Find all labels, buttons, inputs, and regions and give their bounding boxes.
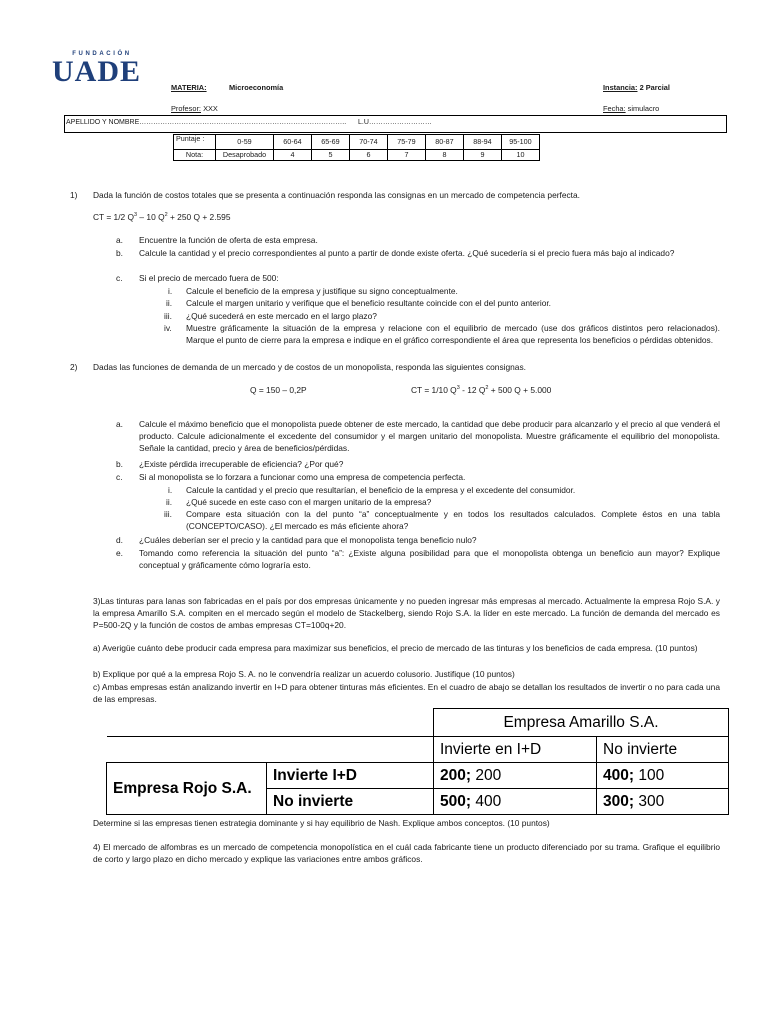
q3b-text: b) Explique por qué a la empresa Rojo S. A. no le convendría realizar un acuerdo colusorio. Justifique (10 puntos) [93,669,515,679]
logo-uade-text: UADE [52,55,142,89]
q1ciii-text: ¿Qué sucederá en este mercado en el largo plazo? [186,311,377,321]
grades-cell: 65-69 [312,135,350,150]
grades-cell: 0-59 [216,135,274,150]
q2c-text: Si al monopolista se lo forzara a funcionar como una empresa de competencia perfecta. [139,472,466,482]
fecha: Fecha: simulacro [603,104,660,113]
grades-cell: 4 [274,150,312,161]
grades-cell: 10 [502,150,540,161]
materia-value: Microeconomía [229,83,284,92]
q2e-text: Tomando como referencia la situación del punto “a”: ¿Existe alguna posibilidad para que el monopolista obtenga un beneficio aun mayor? Explique conceptual y gráficamente cómo lograría esto. [139,548,720,570]
q2-number: 2) [70,362,78,372]
lu-line: L.U……………………… [358,119,432,126]
q2d-text: ¿Cuáles deberían ser el precio y la cantidad para que el monopolista tenga beneficio nulo? [139,535,477,545]
q2-cost: CT = 1/10 $Q^3 - 12$ $Q^2 + 500$ Q + 5.000 [411,385,552,395]
payoff-col-invest: Invierte en I+D [434,737,597,763]
grades-cell: Nota: [174,150,216,161]
q2a-label: a. [116,419,123,429]
payoff-cell: 500; 400 [434,789,597,815]
q3c-text: c) Ambas empresas están analizando invertir en I+D para obtener tinturas más eficientes. En el cuadro de abajo se detallan los resultados de invertir o no para cada una de las empresas. [93,682,720,704]
q1c-label: c. [116,273,123,283]
q1a-label: a. [116,235,123,245]
q2ci-text: Calcule la cantidad y el precio que resultarían, el beneficio de la empresa y el excedente del consumidor. [186,485,576,495]
q2cii-text: ¿Qué sucede en este caso con el margen unitario de la empresa? [186,497,432,507]
grades-cell: 70-74 [350,135,388,150]
grades-cell: 60-64 [274,135,312,150]
payoff-cell: 400; 100 [597,763,729,789]
q1-text: Dada la función de costos totales que se presenta a continuación responda las consignas en un mercado de competencia perfecta. [93,190,580,200]
q1a-text: Encuentre la función de oferta de esta empresa. [139,235,318,245]
grades-cell: 8 [426,150,464,161]
grades-table [173,134,540,161]
q1-number: 1) [70,190,78,200]
materia-label: MATERIA: [171,83,207,92]
payoff-matrix [106,708,729,815]
grades-cell: Puntaje : [174,135,216,150]
q1b-label: b. [116,248,123,258]
logo-foundation-text: FUNDACIÓN [72,51,132,57]
profesor: Profesor: XXX [171,104,218,113]
q1cii-label: ii. [166,298,173,308]
q2cii-label: ii. [166,497,173,507]
q3a-text: a) Averigüe cuánto debe producir cada empresa para maximizar sus beneficios, el precio de mercado de las tinturas y los beneficios de cada empresa. (10 puntos) [93,643,698,653]
grades-cell: 75-79 [388,135,426,150]
grades-cell: 9 [464,150,502,161]
q2-demand: Q = 150 – 0,2P [250,385,307,395]
q1civ-text: Muestre gráficamente la situación de la empresa y relacione con el equilibrio de mercado (use dos gráficos distintos pero relacionados). Marque el punto de cierre para la empresa e indique en el gráfico correspondiente el área que representa los beneficios o pérdidas obtenidos. [186,323,720,345]
q2ciii-text: Compare esta situación con la del punto “a” conceptualmente y en todos los resultados calculados. Complete éstos en una tabla (CONCEPTO/CASO). ¿El mercado es más eficiente ahora? [186,509,720,531]
instancia: Instancia: 2 Parcial [603,83,670,92]
payoff-row-firm: Empresa Rojo S.A. [107,763,267,815]
q2b-label: b. [116,459,123,469]
q2e-label: e. [116,548,123,558]
q1-formula: CT = 1/2 $Q^3 - 10$ $Q^2 + 250$ Q + 2.595 [93,212,231,222]
payoff-col-firm: Empresa Amarillo S.A. [434,709,729,737]
grades-cell: 6 [350,150,388,161]
q1ci-text: Calcule el beneficio de la empresa y justifique su signo conceptualmente. [186,286,458,296]
q1ci-label: i. [168,286,173,296]
student-name-box [64,115,727,133]
grades-cell: Desaprobado [216,150,274,161]
q1c-text: Si el precio de mercado fuera de 500: [139,273,279,283]
payoff-cell: 300; 300 [597,789,729,815]
payoff-col-noinvest: No invierte [597,737,729,763]
payoff-row-noinvest: No invierte [267,789,434,815]
q2ciii-label: iii. [164,509,172,519]
q1ciii-label: iii. [164,311,172,321]
uade-logo [52,50,152,89]
payoff-cell: 200; 200 [434,763,597,789]
q2c-label: c. [116,472,123,482]
q4-text: 4) El mercado de alfombras es un mercado de competencia monopolística en el cuál cada fabricante tiene un producto diferenciado por su trama. Grafique el equilibrio de corto y largo plazo en dicho mercado y explique las variaciones entre ambos gráficos. [93,842,720,864]
grades-cell: 5 [312,150,350,161]
grades-cell: 80-87 [426,135,464,150]
grades-cell: 88-94 [464,135,502,150]
q2ci-label: i. [168,485,173,495]
q2d-label: d. [116,535,123,545]
q1b-text: Calcule la cantidad y el precio correspondientes al punto a partir de donde existe oferta. ¿Qué sucedería si el precio fuera más bajo al indicado? [139,248,675,258]
name-line: APELLIDO Y NOMBRE…………………………………………………………………………….. [66,119,347,126]
q1cii-text: Calcule el margen unitario y verifique que el beneficio resultante coincide con el del punto anterior. [186,298,551,308]
q2a-text: Calcule el máximo beneficio que el monopolista puede obtener de este mercado, la cantidad que debe producir para alcanzarlo y el precio al que venderá el producto. Calcule adicionalmente el excedente del consumidor y el margen unitario del monopolista. Muestre gráficamente el equilibrio del monopolista. Señale la cantidad, precio y área de beneficios/pérdidas. [139,419,720,453]
q2-text: Dadas las funciones de demanda de un mercado y de costos de un monopolista, responda las siguientes consignas. [93,362,526,372]
grades-cell: 7 [388,150,426,161]
q3-intro: 3)Las tinturas para lanas son fabricadas en el país por dos empresas únicamente y no pueden ingresar más empresas al mercado. Actualmente la empresa Rojo S.A. y la empresa Amarillo S.A. compiten en el mercado según el modelo de Stackelberg, siendo Rojo S.A. la líder en este mercado. La función de demanda del mercado es P=500-2Q y la función de costos de ambas empresas CT=100q+20. [93,596,720,630]
grades-cell: 95-100 [502,135,540,150]
q3-after-text: Determine si las empresas tienen estrategia dominante y si hay equilibrio de Nash. Explique ambos conceptos. (10 puntos) [93,818,550,828]
q2b-text: ¿Existe pérdida irrecuperable de eficiencia? ¿Por qué? [139,459,344,469]
payoff-row-invest: Invierte I+D [267,763,434,789]
q1civ-label: iv. [164,323,172,333]
